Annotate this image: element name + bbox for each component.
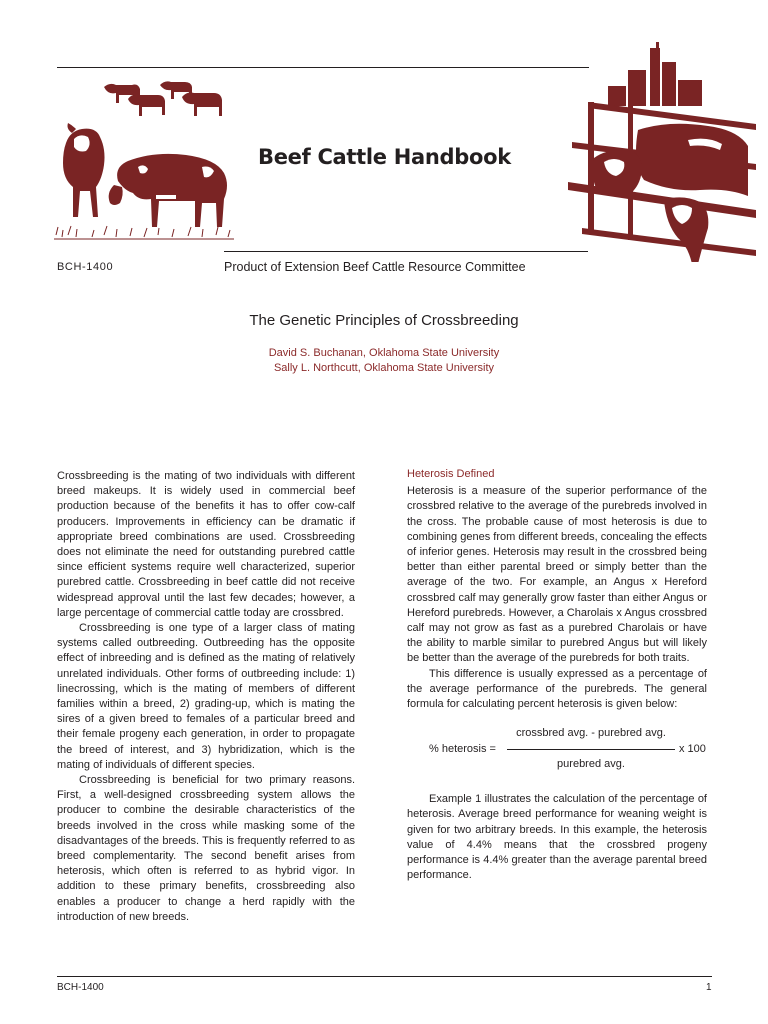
cattle-feedlot-illustration <box>568 40 758 262</box>
fraction-bar <box>507 749 675 750</box>
author-1: David S. Buchanan, Oklahoma State University <box>268 347 500 359</box>
paragraph: This difference is usually expressed as a percentage of the average performance of the purebreds. The general formula for calculating percent heterosis is given below: <box>407 667 707 711</box>
paragraph: Heterosis is a measure of the superior performance of the crossbred relative to the average of the purebreds involved in the cross. The probable cause of most heterosis is due to combining genes from different breeds, concealing the effects of inferior genes. Heterosis may result in the crossbred being better than either parental breed or simply better than the average of the two. For example, an Angus x Hereford crossbred calf may generally grow faster than either Angus or Hereford purebreds. However, a Charolais x Angus crossbred calf may not grow as fast as a purebred Charolais or have the ability to marble similar to purebred Angus but will likely be better than the average of the purebreds for both traits. <box>407 485 707 665</box>
committee-line: Product of Extension Beef Cattle Resource Committee <box>224 260 526 274</box>
header-bottom-rule <box>224 251 588 252</box>
left-column <box>57 469 355 925</box>
section-heading: Heterosis Defined <box>407 468 495 480</box>
handbook-title: Beef Cattle Handbook <box>258 145 511 169</box>
paragraph: Crossbreeding is beneficial for two primary reasons. First, a well-designed crossbreeding system allows the producer to combine the desirable characteristics of the breeds involved in the cross while masking some of the disadvantages of the breeds. This is frequently referred to as breed complementarity. The second benefit arises from heterosis, which often is referred to as hybrid vigor. In addition to these primary benefits, crossbreeding also enables a producer to change a herd rapidly with the introduction of new breeds. <box>57 774 355 923</box>
footer-code: BCH-1400 <box>57 982 104 993</box>
document-code: BCH-1400 <box>57 261 114 273</box>
formula-label: % heterosis = <box>429 743 496 756</box>
cattle-grazing-illustration <box>52 75 238 245</box>
formula-numerator: crossbred avg. - purebred avg. <box>516 727 666 740</box>
paragraph: Crossbreeding is the mating of two individuals with different breed makeups. It is widely used in commercial beef production because of the benefits it has to offer cow-calf producers. Improvements in efficiency can be dramatic if appropriate breed combinations are used. Crossbreeding does not eliminate the need for outstanding purebred cattle since efficient systems require well characterized, superior purebred cattle. Crossbreeding in beef cattle did not receive widespread approval until the last few decades; however, a large percentage of commercial cattle today are crossbred. <box>57 470 355 619</box>
author-2: Sally L. Northcutt, Oklahoma State University <box>273 362 495 374</box>
formula-denominator: purebred avg. <box>557 758 625 771</box>
heterosis-formula <box>407 726 707 776</box>
paragraph: Crossbreeding is one type of a larger class of mating systems called outbreeding. Outbreeding has the opposite effect of inbreeding and is defined as the mating of relatively unrelated individuals. Other forms of outbreeding include: 1) linecrossing, which is the mating of members of different families within a breed, 2) grading-up, which is mating the sires of a given breed to females of a particular breed and their female progeny each generation, in order to propagate the breed of interest, and 3) hybridization, which is the mating of individuals of different species. <box>57 622 355 771</box>
paragraph: Example 1 illustrates the calculation of the percentage of heterosis. Average breed performance for weaning weight is given for two arbitrary breeds. In this example, the heterosis value of 4.4% means that the crossbred progeny performance is 4.4% greater than the average parental breed performance. <box>407 793 707 882</box>
right-column <box>407 467 707 883</box>
formula-multiplier: x 100 <box>679 743 706 756</box>
header-top-rule <box>57 67 589 68</box>
page-number: 1 <box>706 982 712 993</box>
document-title: The Genetic Principles of Crossbreeding <box>249 312 519 329</box>
footer-rule <box>57 976 712 977</box>
